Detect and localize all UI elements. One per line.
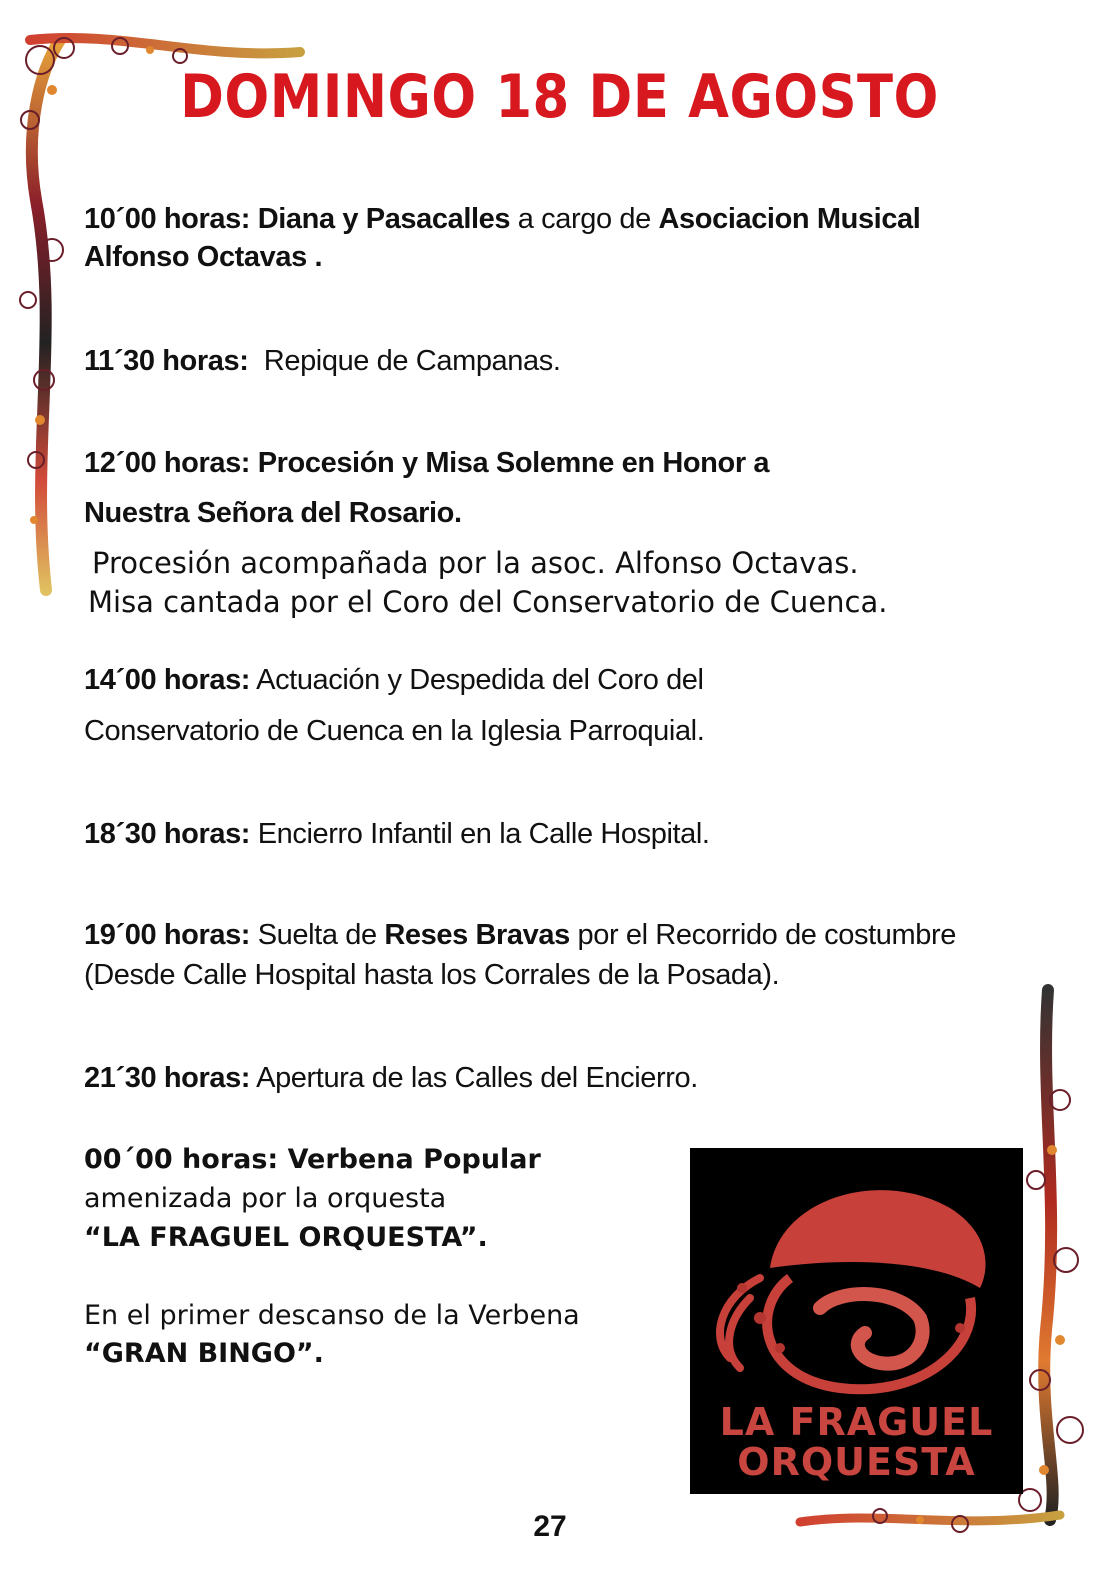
event-time: 19´00 horas: (84, 919, 251, 951)
event-time: 10´00 horas: (84, 203, 251, 235)
band-name: “LA FRAGUEL ORQUESTA”. (84, 1222, 488, 1253)
event-text: Encierro Infantil en la Calle Hospital. (257, 818, 710, 850)
event-bingo (84, 1335, 324, 1373)
band-logo-emblem (690, 1148, 1023, 1398)
event-text: Actuación y Despedida del Coro del (256, 664, 704, 696)
event-apertura (84, 1059, 698, 1097)
event-procesion-line2 (84, 494, 462, 532)
event-name: Diana y Pasacalles (257, 203, 511, 235)
event-time: 14´00 horas: (84, 664, 251, 696)
event-verbena (84, 1141, 541, 1179)
page-title: DOMINGO 18 DE AGOSTO (180, 62, 939, 132)
event-text: a cargo de (517, 203, 651, 235)
event-procesion-note2: Misa cantada por el Coro del Conservatorio de Cuenca. (88, 585, 888, 619)
event-bingo-intro: En el primer descanso de la Verbena (84, 1300, 580, 1331)
event-repique (84, 342, 561, 380)
event-text-cont: por el Recorrido de costumbre (577, 919, 956, 951)
event-text: Apertura de las Calles del Encierro. (256, 1062, 698, 1094)
event-heading: 00´00 horas: Verbena Popular (84, 1144, 541, 1175)
band-logo (690, 1148, 1023, 1494)
event-procesion-note1: Procesión acompañada por la asoc. Alfonso Octavas. (92, 546, 859, 580)
page-number: 27 (533, 1510, 567, 1543)
event-time: 11´30 horas: (84, 345, 249, 377)
event-time: 21´30 horas: (84, 1062, 251, 1094)
event-heading-line2: Nuestra Señora del Rosario. (84, 497, 462, 529)
band-logo-line2: ORQUESTA (737, 1440, 976, 1484)
event-diana (84, 200, 920, 276)
event-encierro-infantil (84, 815, 710, 853)
event-reses-bravas (84, 916, 956, 954)
bingo-name: “GRAN BINGO”. (84, 1338, 324, 1369)
event-highlight: Reses Bravas (384, 919, 570, 951)
event-organizer: Asociacion Musical (658, 203, 921, 235)
event-procesion (84, 444, 769, 482)
event-organizer-cont: Alfonso Octavas . (84, 241, 323, 273)
band-logo-line1: LA FRAGUEL (719, 1400, 994, 1444)
event-verbena-band (84, 1219, 488, 1257)
event-time: 18´30 horas: (84, 818, 251, 850)
event-actuacion-line2: Conservatorio de Cuenca en la Iglesia Parroquial. (84, 715, 705, 747)
event-verbena-line2: amenizada por la orquesta (84, 1183, 447, 1214)
event-heading-line1: 12´00 horas: Procesión y Misa Solemne en Honor a (84, 447, 770, 479)
event-actuacion (84, 661, 704, 699)
event-text: Repique de Campanas. (263, 345, 561, 377)
event-reses-bravas-line2: (Desde Calle Hospital hasta los Corrales de la Posada). (84, 959, 780, 991)
event-text: Suelta de (257, 919, 377, 951)
